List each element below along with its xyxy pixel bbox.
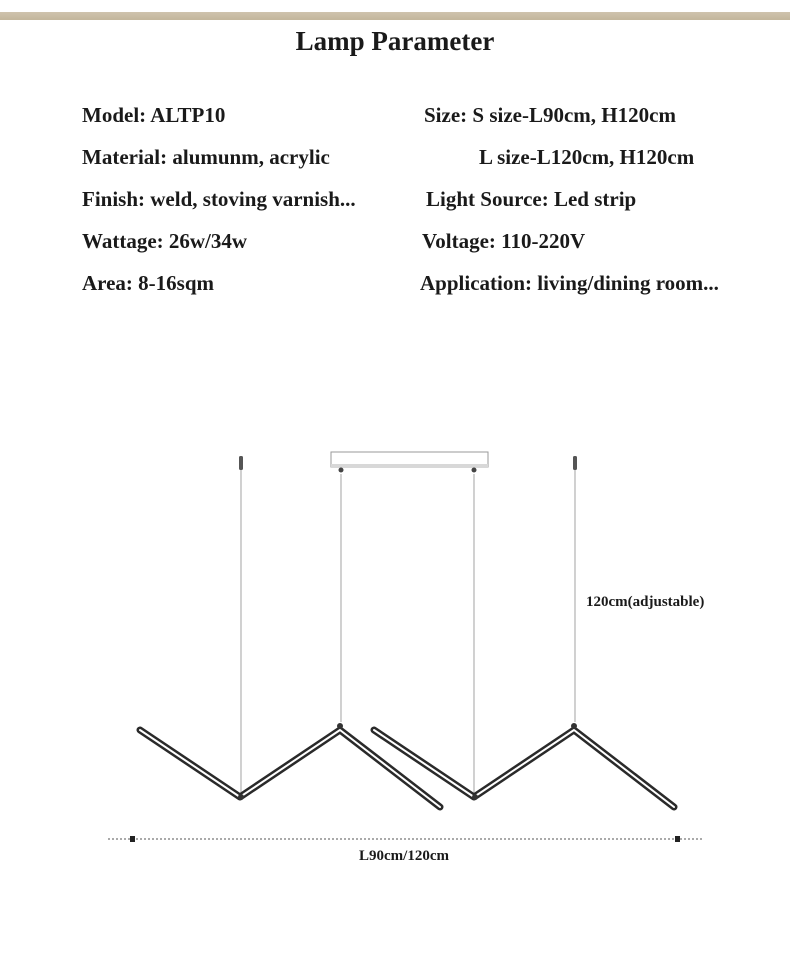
spec-size-l: L size-L120cm, H120cm [479,145,695,169]
spec-model: Model: ALTP10 [82,103,226,127]
ceiling-canopy [331,452,488,473]
page-title: Lamp Parameter [295,26,495,56]
spec-material: Material: alumunm, acrylic [82,145,330,169]
length-dimension-label: L90cm/120cm [359,848,449,864]
lamp-body-left [140,723,440,807]
spec-voltage: Voltage: 110-220V [422,229,586,253]
spec-finish: Finish: weld, stoving varnish... [82,187,356,211]
length-dimension-line [108,836,703,842]
spec-wattage: Wattage: 26w/34w [82,229,248,253]
suspension-cables [241,470,575,793]
spec-light-source: Light Source: Led strip [426,187,637,211]
height-dimension-label: 120cm(adjustable) [586,594,705,610]
spec-application: Application: living/dining room... [420,271,719,295]
spec-size-s: Size: S size-L90cm, H120cm [424,103,676,127]
spec-area: Area: 8-16sqm [82,271,215,295]
